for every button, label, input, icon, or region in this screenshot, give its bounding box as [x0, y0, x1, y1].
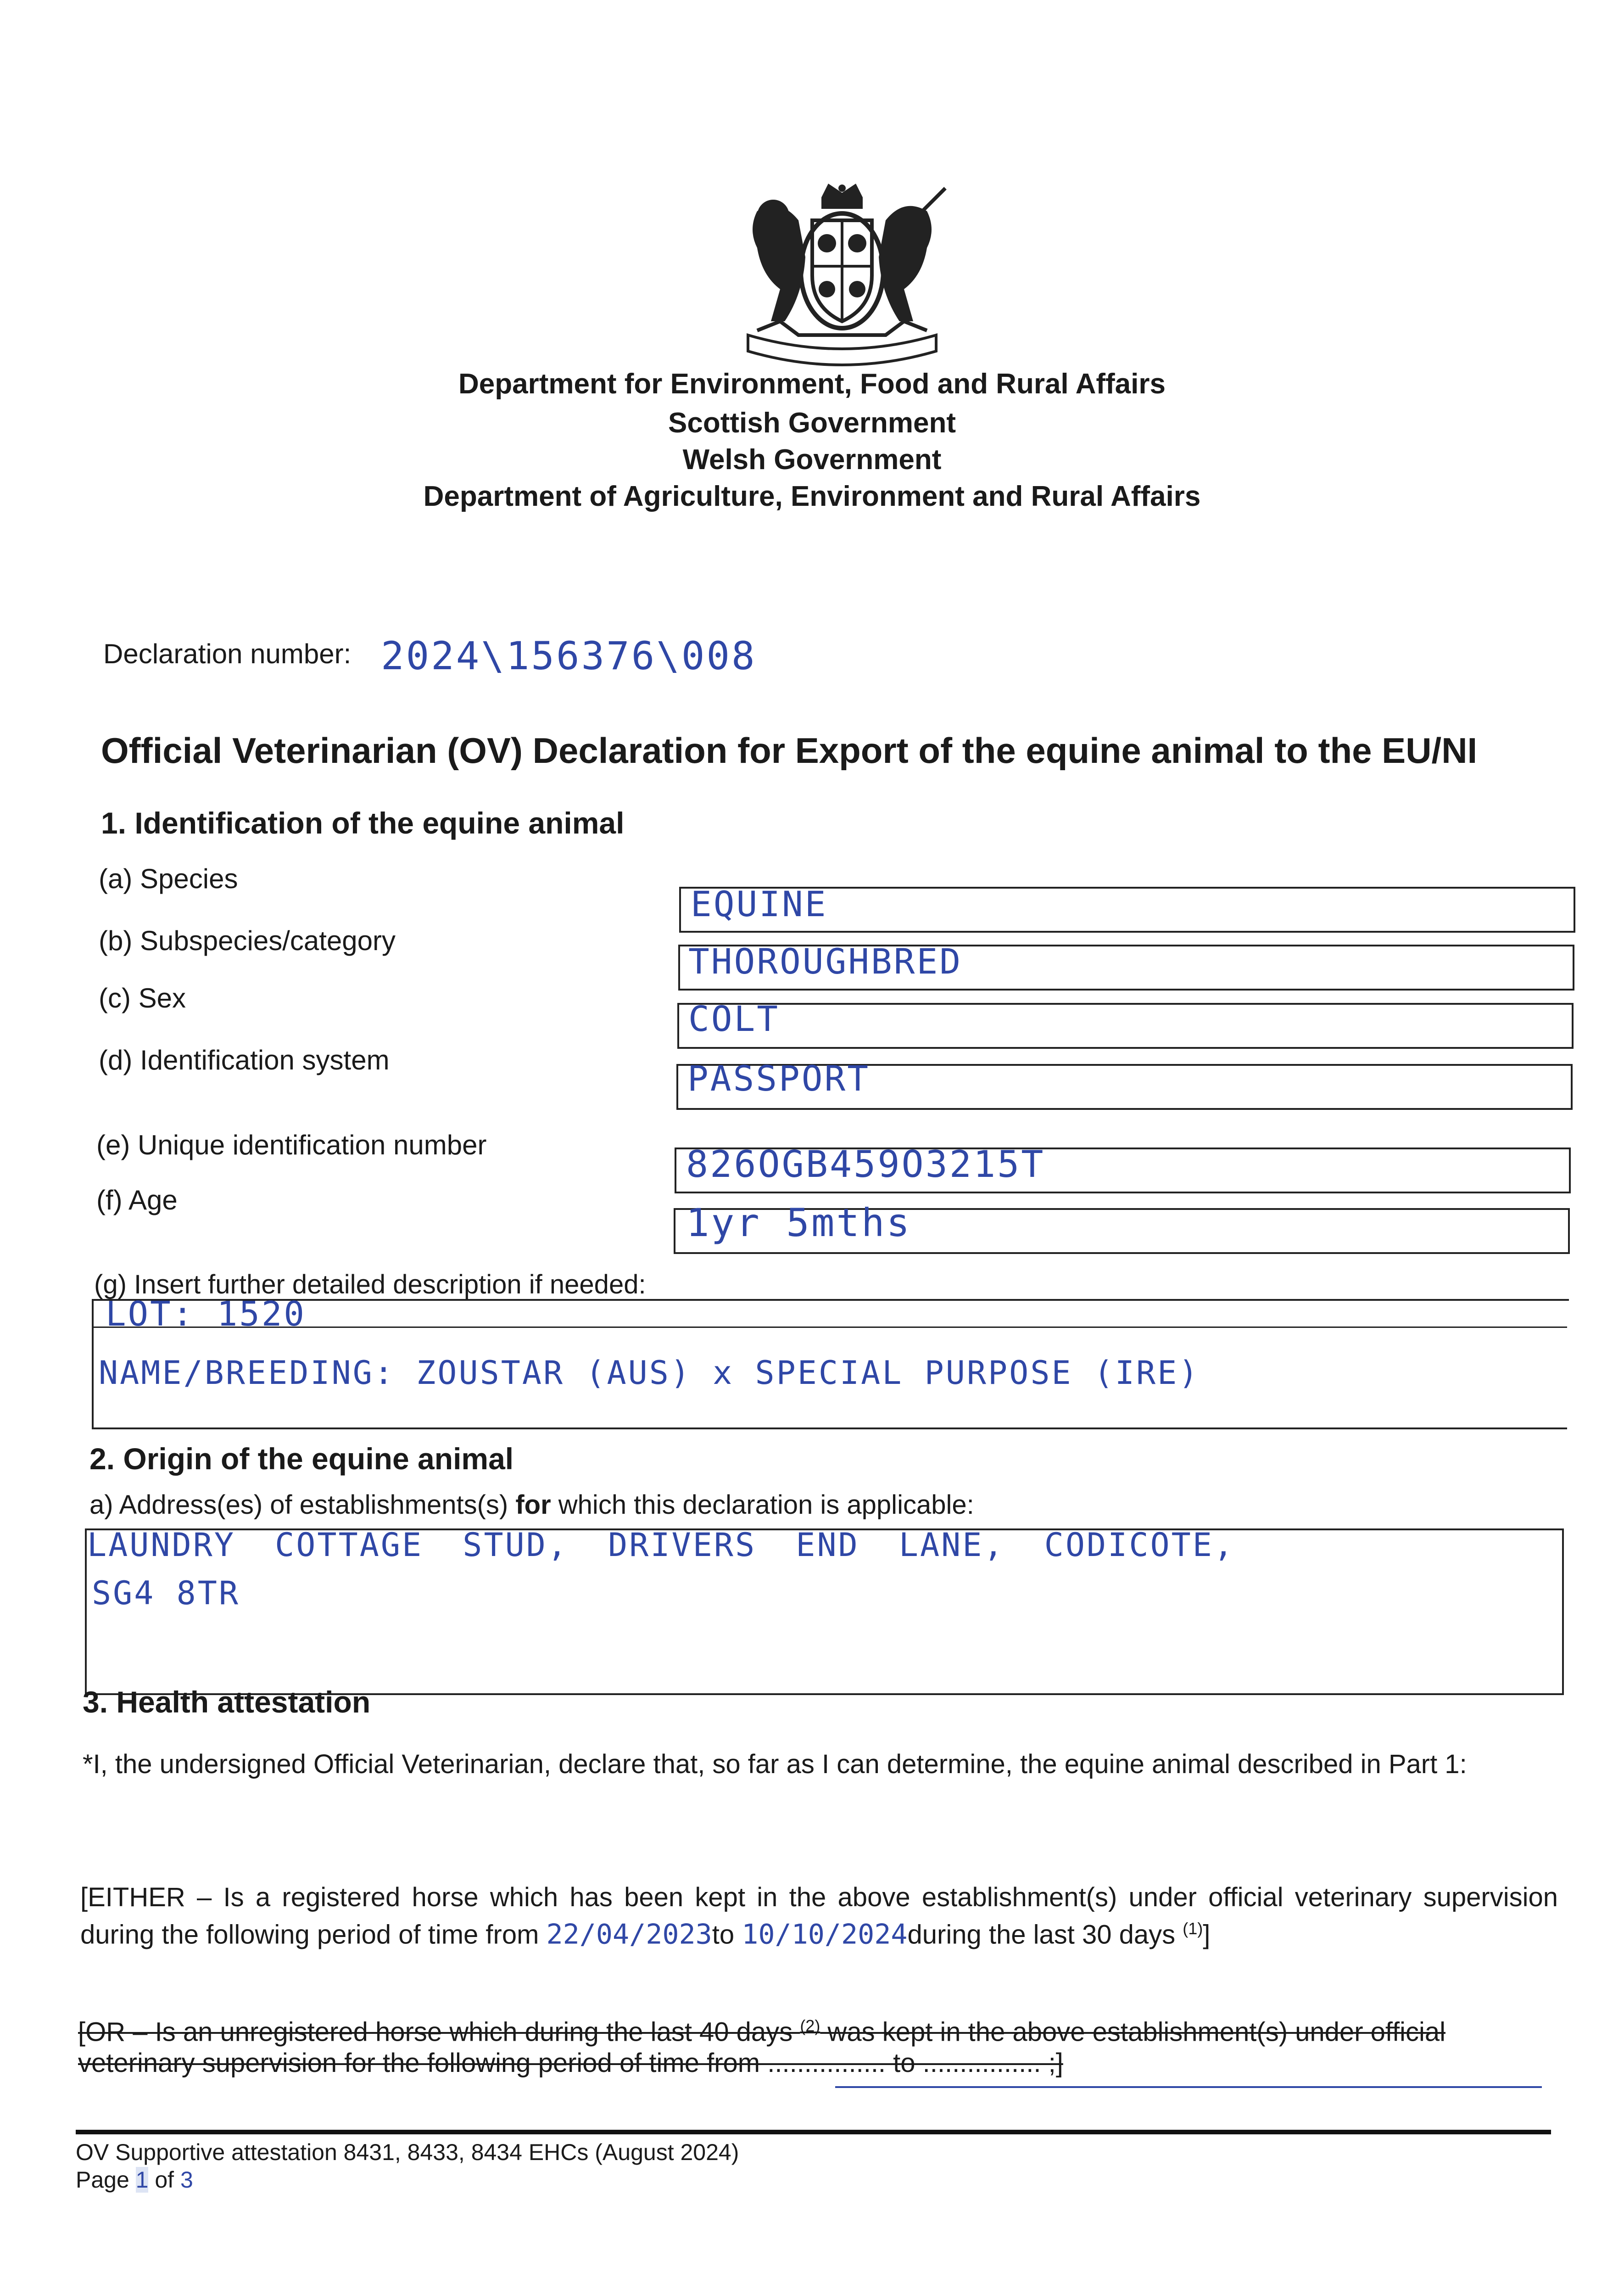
description-line-lot: LOT: 1520 [106, 1294, 306, 1334]
footer-reference: OV Supportive attestation 8431, 8433, 8434 EHCs (August 2024) [76, 2139, 739, 2165]
address-label-pre: a) Address(es) of establishments(s) [89, 1490, 516, 1520]
field-label-species: (a) Species [99, 863, 238, 894]
address-line-1: LAUNDRY COTTAGE STUD, DRIVERS END LANE, CODICOTE, [87, 1526, 1235, 1564]
royal-coat-of-arms-icon [730, 184, 954, 367]
or-strike-line [835, 2086, 1542, 2088]
field-value-age: 1yr 5mths [686, 1200, 912, 1245]
field-value-sex: COLT [688, 998, 780, 1039]
page-of: of [148, 2167, 180, 2193]
address-label-post: which this declaration is applicable: [551, 1490, 974, 1520]
page-current: 1 [135, 2167, 149, 2193]
field-box-sex[interactable] [677, 1003, 1574, 1049]
declaration-number-value: 2024\156376\008 [381, 633, 757, 678]
or-text: [OR – Is an unregistered horse which during the last 40 days [78, 2017, 800, 2047]
or-footnote-ref: (2) [800, 2016, 820, 2035]
either-footnote-ref: (1) [1183, 1919, 1203, 1938]
field-value-identification-system: PASSPORT [687, 1058, 871, 1099]
either-from-date: 22/04/2023 [546, 1918, 712, 1951]
description-line-breeding: NAME/BREEDING: ZOUSTAR (AUS) x SPECIAL PURPOSE (IRE) [99, 1354, 1200, 1392]
field-label-sex: (c) Sex [99, 983, 186, 1013]
either-post: during the last 30 days [907, 1920, 1183, 1950]
section-1-heading: 1. Identification of the equine animal [101, 806, 625, 840]
page-total: 3 [180, 2167, 193, 2193]
field-label-identification-system: (d) Identification system [99, 1045, 390, 1075]
either-close: ] [1203, 1920, 1211, 1950]
attestation-either [80, 1882, 1558, 1950]
description-label: (g) Insert further detailed description if needed: [94, 1270, 646, 1299]
declaration-number-label: Declaration number: [103, 638, 352, 669]
description-line-divider [92, 1327, 1567, 1328]
attestation-or-struck [78, 2010, 1558, 2079]
either-to-date: 10/10/2024 [742, 1918, 908, 1951]
section-3-heading: 3. Health attestation [83, 1685, 371, 1719]
footer-rule [76, 2130, 1551, 2134]
page-word: Page [76, 2167, 136, 2193]
department-line: Welsh Government [682, 444, 942, 476]
field-label-age: (f) Age [96, 1185, 178, 1215]
footer-page-number [76, 2166, 193, 2193]
royal-crest [730, 184, 954, 367]
address-label-bold: for [515, 1490, 551, 1520]
field-label-subspecies: (b) Subspecies/category [99, 925, 396, 956]
department-line: Department of Agriculture, Environment and Rural Affairs [423, 481, 1201, 512]
either-to-word: to [712, 1920, 742, 1950]
section-2-heading: 2. Origin of the equine animal [89, 1442, 514, 1476]
or-post: was kept in the above establishment(s) under official veterinary supervision for the following period of time from ................ to ................ ;] [78, 2017, 1445, 2078]
department-line: Scottish Government [668, 407, 956, 439]
attestation-intro: *I, the undersigned Official Veterinarian, declare that, so far as I can determine, the equine animal described in Part 1: [83, 1749, 1467, 1779]
page-title: Official Veterinarian (OV) Declaration for Export of the equine animal to the EU/NI [101, 730, 1478, 771]
field-label-uid: (e) Unique identification number [96, 1130, 487, 1160]
address-line-2: SG4 8TR [92, 1574, 240, 1612]
field-value-species: EQUINE [691, 884, 828, 924]
field-value-uid: 826OGB459O3215T [686, 1143, 1045, 1186]
address-label [89, 1489, 974, 1520]
either-text: [EITHER – Is a registered horse which has been kept in the above establishment(s) under official veterinary supervision during the following period of time from [80, 1882, 1558, 1950]
department-line: Department for Environment, Food and Rural Affairs [458, 368, 1166, 400]
description-bottom-rule [92, 1427, 1567, 1429]
field-value-subspecies: THOROUGHBRED [688, 941, 963, 982]
